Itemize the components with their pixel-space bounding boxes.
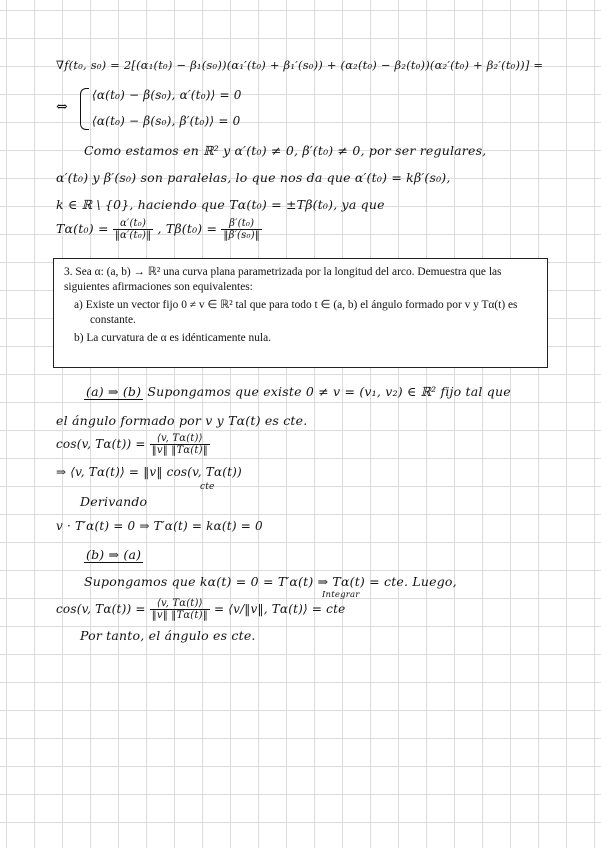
fraction-numerator: β′(t₀) bbox=[221, 218, 262, 230]
problem-statement: 3. Sea α: (a, b) → ℝ² una curva plana parametrizada por la longitud del arco. Demuestra que las siguientes afirmaciones son equivalentes: bbox=[64, 266, 502, 293]
cosine-fraction bbox=[150, 598, 210, 621]
tangent-alpha-label: Tα(t₀) = bbox=[56, 221, 109, 236]
angle-constant-line: el ángulo formado por v y Tα(t) es cte. bbox=[56, 413, 308, 428]
implication-tag: (b) ⇒ (a) bbox=[86, 547, 142, 562]
proof-b-implies-a-heading bbox=[84, 547, 143, 563]
equivalence-arrow: ⇔ bbox=[56, 99, 68, 115]
implication-tag: (a) ⇒ (b) bbox=[86, 384, 142, 399]
handwritten-line-paralelas: α′(t₀) y β′(s₀) son paralelas, lo que nos da que α′(t₀) = kβ′(s₀), bbox=[56, 170, 451, 185]
fraction-denominator: ‖v‖ ‖Tα(t)‖ bbox=[151, 445, 208, 456]
tangent-beta-fraction bbox=[221, 218, 262, 241]
cosine-conclusion bbox=[56, 598, 345, 621]
cosine-lhs: cos(v, Tα(t)) = bbox=[56, 437, 146, 451]
system-equation-2: ⟨α(t₀) − β(s₀), β′(t₀)⟩ = 0 bbox=[92, 114, 241, 128]
problem-item-b: b) La curvatura de α es idénticamente nula. bbox=[74, 332, 271, 344]
system-equation-1: ⟨α(t₀) − β(s₀), α′(t₀)⟩ = 0 bbox=[92, 88, 242, 102]
final-conclusion: Por tanto, el ángulo es cte. bbox=[80, 628, 256, 643]
fraction-numerator: α′(t₀) bbox=[113, 218, 153, 230]
handwritten-line-haciendo: k ∈ ℝ \ {0}, haciendo que Tα(t₀) = ±Tβ(t₀), ya que bbox=[56, 197, 385, 212]
derivative-line: v · T′α(t) = 0 ⇒ T′α(t) = kα(t) = 0 bbox=[56, 519, 263, 533]
assumption-text: Supongamos que existe 0 ≠ v = (v₁, v₂) ∈ ℝ² fijo tal que bbox=[147, 384, 511, 399]
cosine-formula bbox=[56, 433, 210, 456]
fraction-numerator: ⟨v, Tα(t)⟩ bbox=[150, 433, 210, 445]
tangent-definitions bbox=[56, 218, 262, 241]
problem-item-a: a) Existe un vector fijo 0 ≠ v ∈ ℝ² tal que para todo t ∈ (a, b) el ángulo formado por v y Tα(t) es constante. bbox=[74, 299, 518, 326]
fraction-numerator: ⟨v, Tα(t)⟩ bbox=[150, 598, 210, 610]
handwritten-line-regulares: Como estamos en ℝ² y α′(t₀) ≠ 0, β′(t₀) ≠ 0, por ser regulares, bbox=[84, 143, 487, 158]
inner-product-constant: ⇒ ⟨v, Tα(t)⟩ = ‖v‖ cos(v, Tα(t)) bbox=[56, 465, 242, 479]
tangent-beta-label: , Tβ(t₀) = bbox=[157, 221, 218, 236]
fraction-denominator: ‖β′(s₀)‖ bbox=[223, 230, 261, 241]
cosine-rhs: = ⟨v/‖v‖, Tα(t)⟩ = cte bbox=[213, 602, 346, 616]
tangent-alpha-fraction bbox=[113, 218, 153, 241]
fraction-denominator: ‖v‖ ‖Tα(t)‖ bbox=[151, 610, 208, 621]
curvature-zero-line: Supongamos que kα(t) = 0 = T′α(t) ⇒ Tα(t) = cte. Luego, bbox=[84, 574, 457, 589]
cosine-lhs: cos(v, Tα(t)) = bbox=[56, 602, 146, 616]
cosine-fraction bbox=[150, 433, 210, 456]
integrar-label: Integrar bbox=[322, 590, 360, 600]
proof-a-implies-b-heading bbox=[84, 384, 511, 400]
problem-box bbox=[53, 258, 548, 368]
cte-underbrace-label: cte bbox=[200, 482, 215, 492]
system-brace bbox=[80, 88, 89, 130]
equation-gradient: ∇f(t₀, s₀) = 2[(α₁(t₀) − β₁(s₀))(α₁′(t₀) + β₁′(s₀)) + (α₂(t₀) − β₂(t₀))(α₂′(t₀) + β₂′(t₀))] = bbox=[56, 58, 544, 72]
fraction-denominator: ‖α′(t₀)‖ bbox=[114, 230, 152, 241]
derivando-label: Derivando bbox=[80, 494, 148, 509]
